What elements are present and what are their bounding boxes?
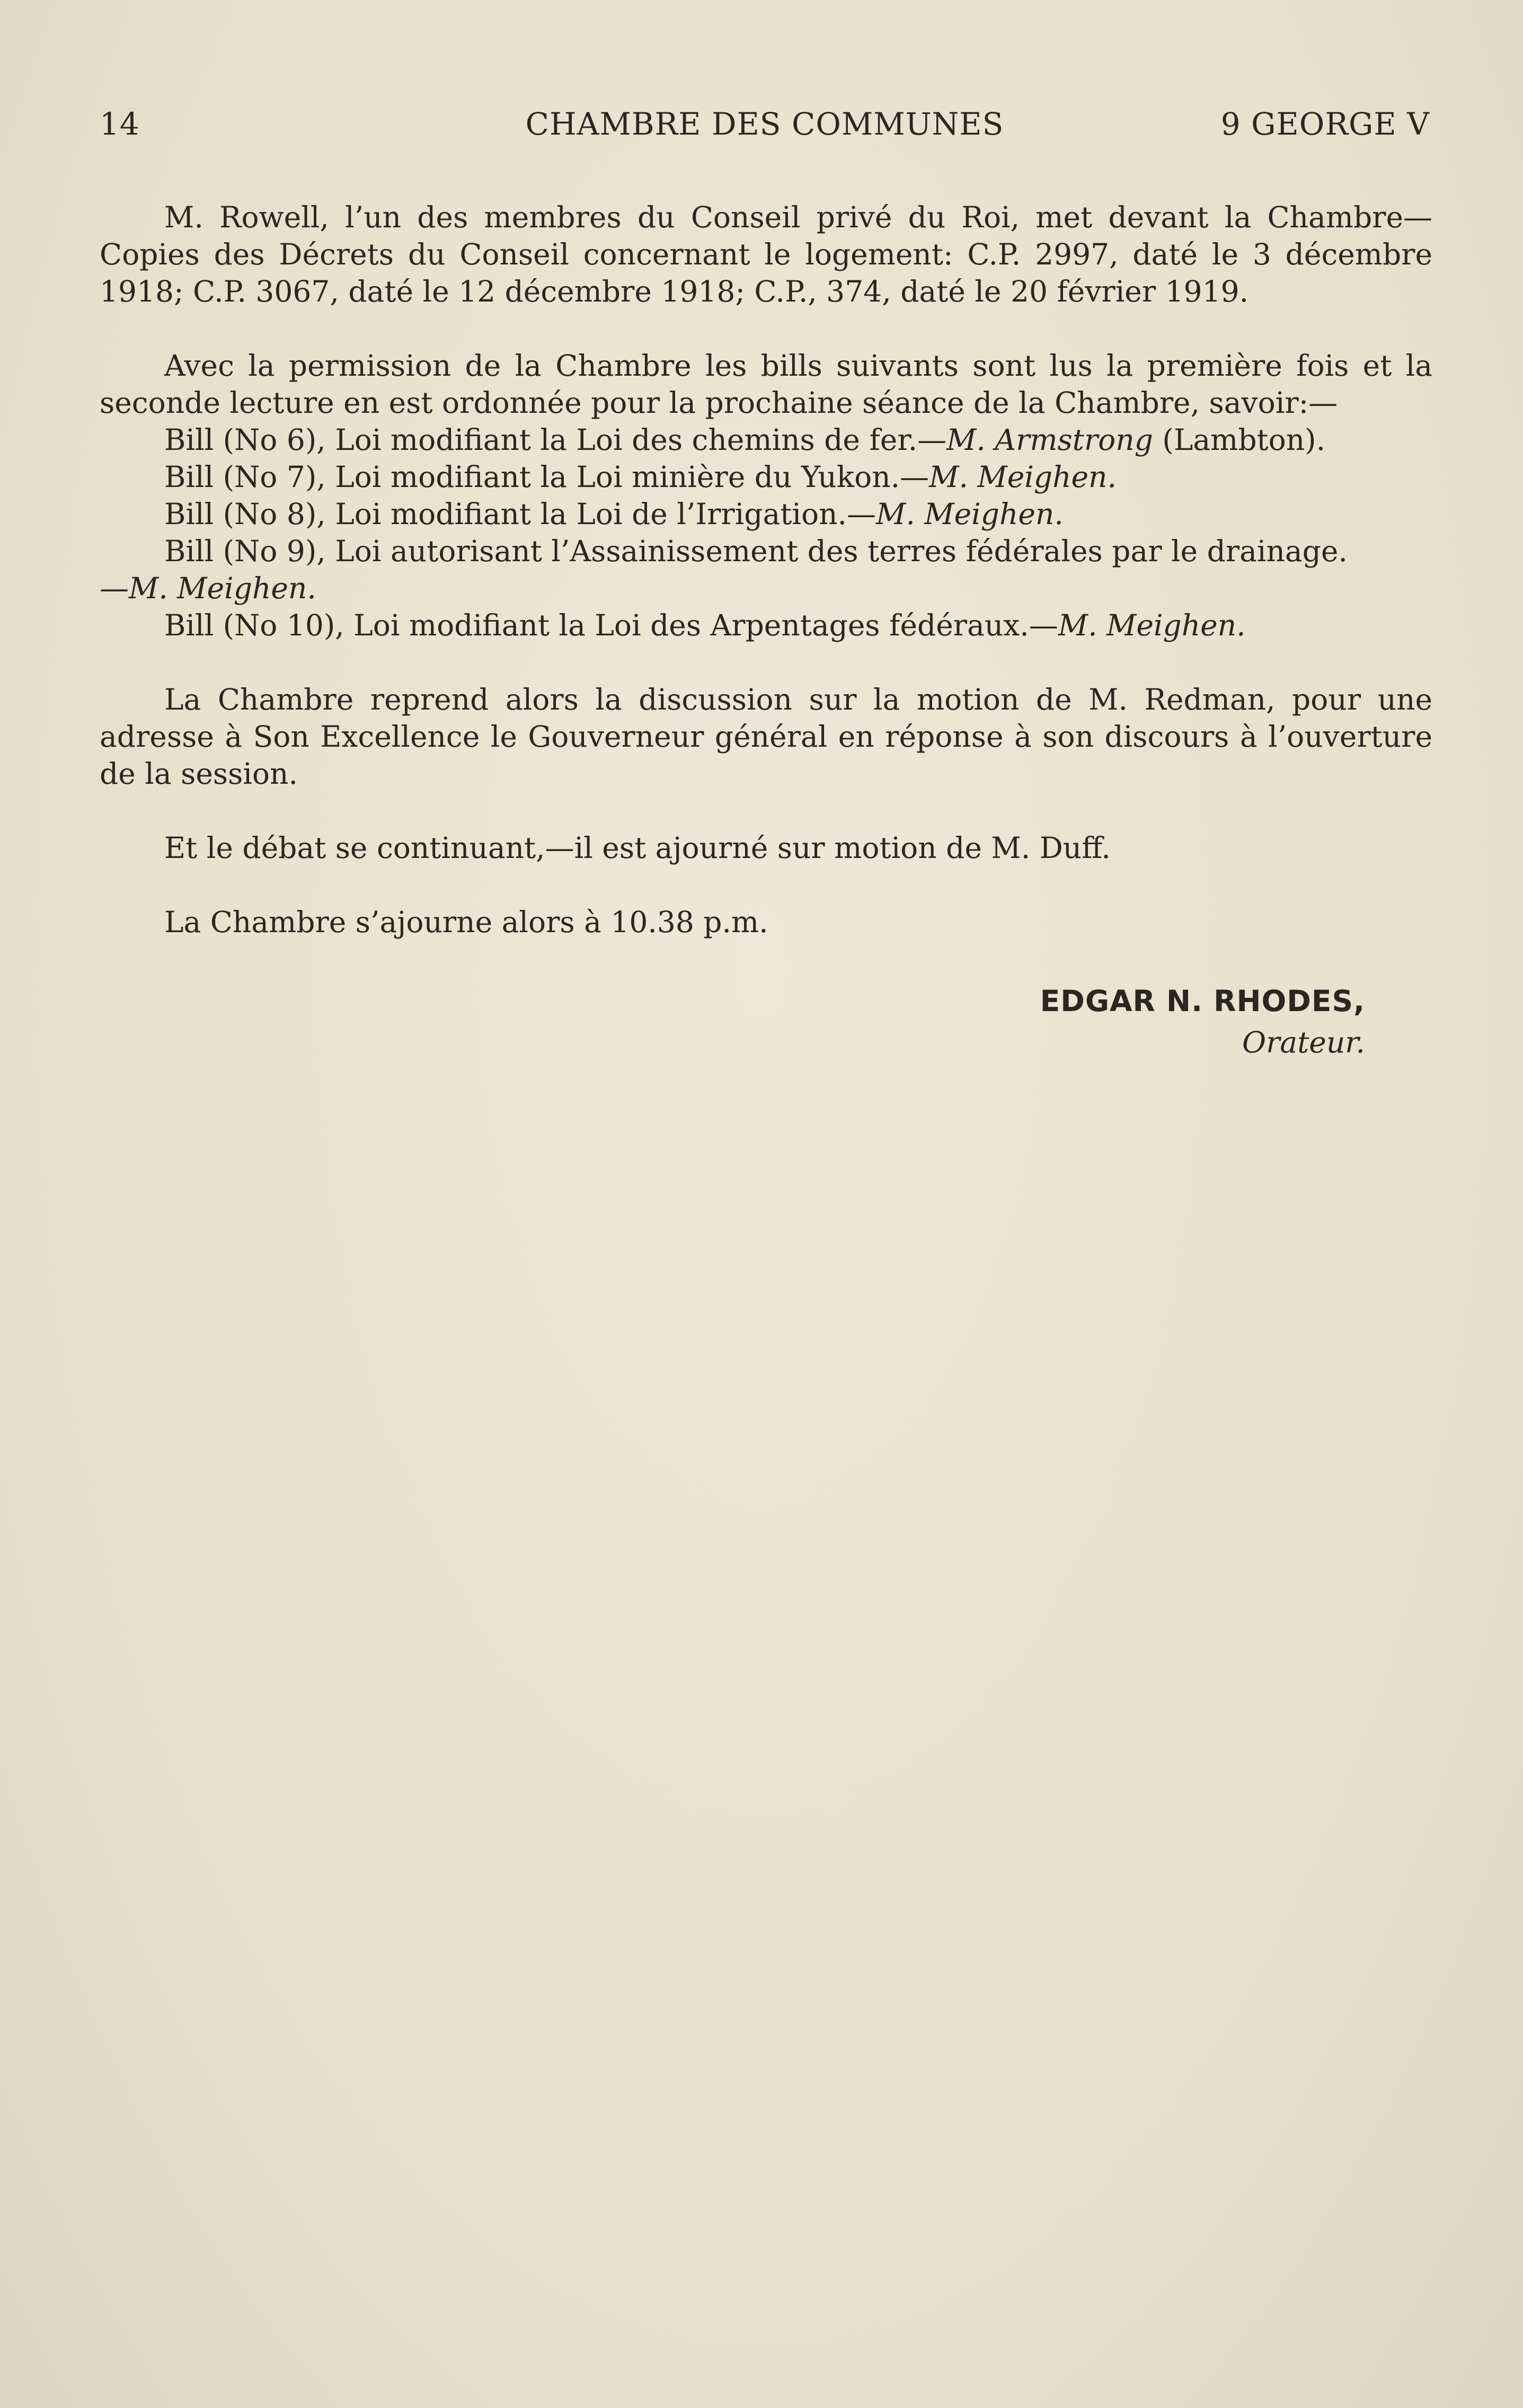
running-title: CHAMBRE DES COMMUNES: [525, 106, 1004, 142]
page-number: 14: [100, 106, 140, 142]
bill-text: Bill (No 6), Loi modifiant la Loi des chemins de fer.—: [164, 423, 947, 457]
bill-mover: M. Meighen.: [1058, 608, 1246, 642]
regnal-year: 9 GEORGE V: [1220, 106, 1430, 142]
bill-entry-continuation: [100, 570, 1432, 607]
bill-text: Bill (No 9), Loi autorisant l’Assainissement des terres fédérales par le drainage.: [164, 534, 1348, 568]
paragraph-bills-intro: Avec la permission de la Chambre les bills suivants sont lus la première fois et la seconde lecture en est ordonnée pour la prochaine séance de la Chambre, savoir:—: [100, 349, 1432, 420]
speaker-name: EDGAR N. RHODES,: [1040, 984, 1365, 1018]
bill-text: Bill (No 8), Loi modifiant la Loi de l’Irrigation.—: [164, 497, 876, 531]
paragraph-rowell-documents: M. Rowell, l’un des membres du Conseil privé du Roi, met devant la Chambre—Copies des Décrets du Conseil concernant le logement: C.P. 2997, daté le 3 décembre 1918; C.P. 3067, daté le 12 décembre 1918; C.P., 374, daté le 20 février 1919.: [100, 200, 1432, 308]
bill-text: Bill (No 7), Loi modifiant la Loi minière du Yukon.—: [164, 460, 929, 494]
paragraph-house-adjourns: La Chambre s’ajourne alors à 10.38 p.m.: [164, 905, 768, 939]
page-header: [100, 106, 1430, 148]
bill-mover: M. Meighen.: [929, 460, 1117, 494]
bill-entry: [100, 421, 1432, 458]
bill-suffix: (Lambton).: [1153, 423, 1326, 457]
bill-entry: [100, 458, 1432, 495]
journal-body: [100, 199, 1432, 941]
paragraph-debate-resumed: La Chambre reprend alors la discussion sur la motion de M. Redman, pour une adresse à Son Excellence le Gouverneur général en réponse à son discours à l’ouverture de la session.: [100, 683, 1432, 791]
bill-entry: [100, 607, 1432, 644]
bill-mover: M. Meighen.: [876, 497, 1064, 531]
paragraph-debate-adjourned: Et le débat se continuant,—il est ajourné sur motion de M. Duff.: [164, 831, 1111, 865]
speaker-title: Orateur.: [1242, 1025, 1365, 1059]
signature-block: [1040, 980, 1365, 1063]
bill-mover: M. Armstrong: [946, 423, 1153, 457]
bill-text: Bill (No 10), Loi modifiant la Loi des Arpentages fédéraux.—: [164, 608, 1058, 642]
bill-entry: [100, 495, 1432, 533]
bill-dash: —: [100, 571, 129, 605]
bill-entry: [100, 533, 1432, 570]
bills-list: [100, 421, 1432, 644]
bill-mover: M. Meighen.: [129, 571, 316, 605]
